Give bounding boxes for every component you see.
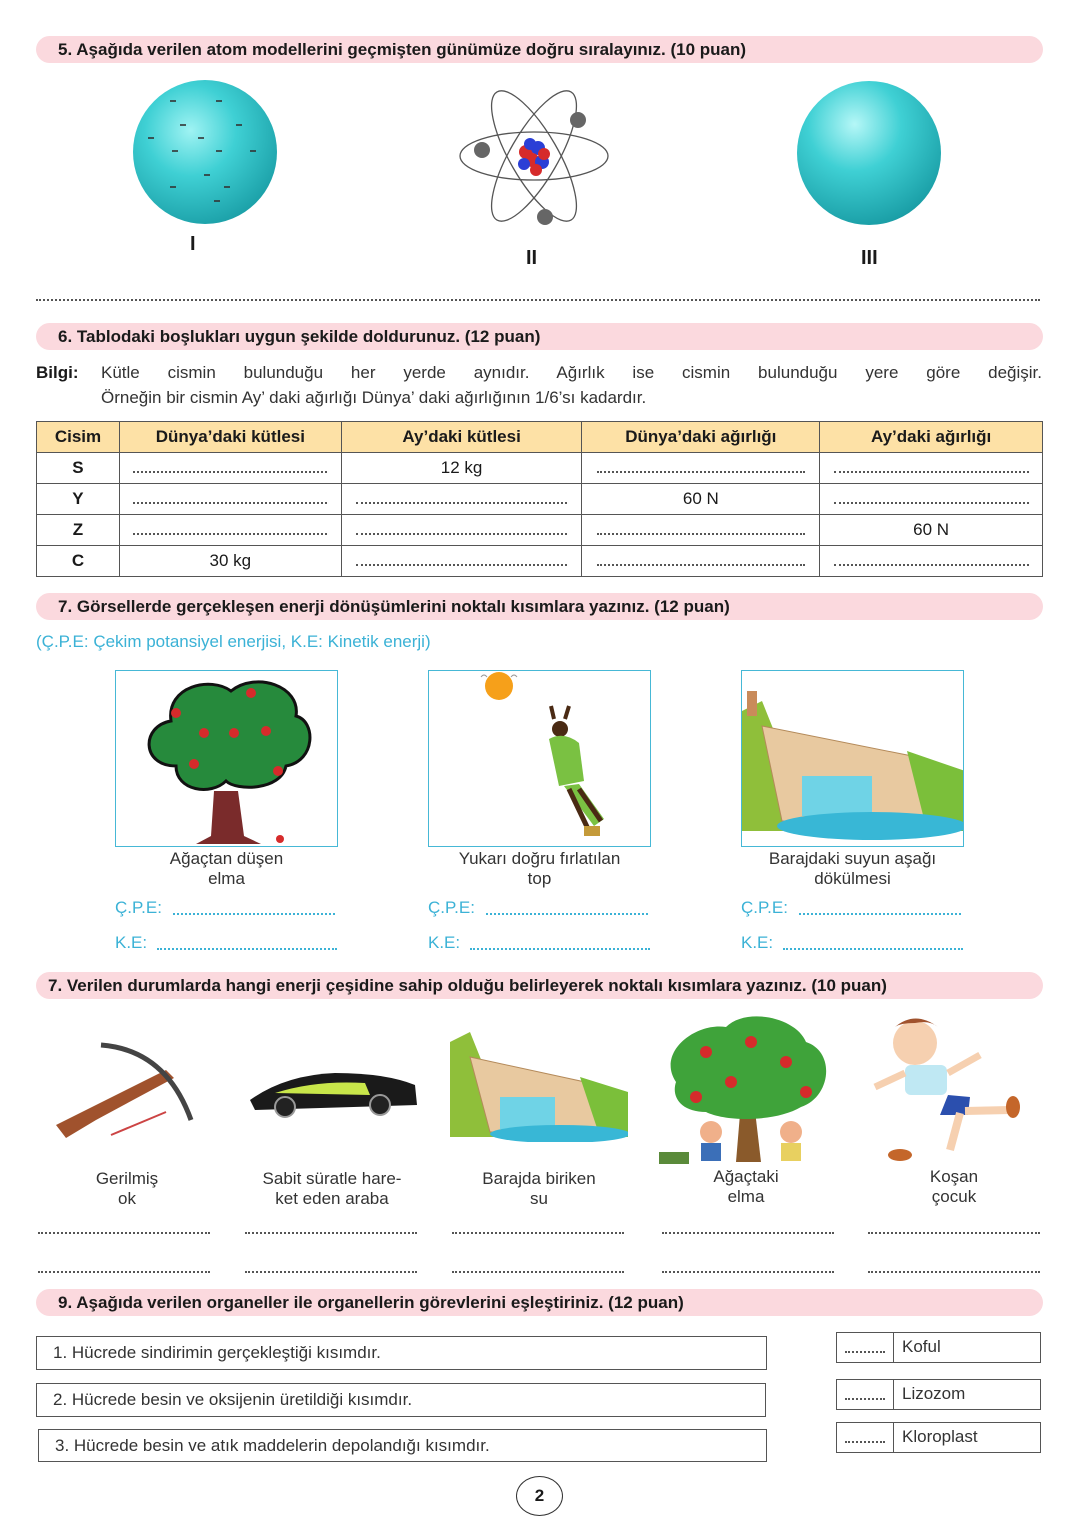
cpe-answer-1[interactable] <box>173 913 335 915</box>
thomson-atom-model-image <box>128 78 282 228</box>
blank-cell[interactable] <box>582 546 820 577</box>
crossbow-caption-1: Gerilmiş <box>95 1169 159 1188</box>
car-caption-2: ket eden araba <box>275 1189 389 1208</box>
answer-line[interactable] <box>868 1232 1040 1234</box>
organelle-name: Kloroplast <box>902 1427 978 1446</box>
q7a-title: 7. Görsellerde gerçekleşen enerji dönüşümlerini noktalı kısımlara yazınız. (12 puan) <box>36 593 1043 620</box>
ke-answer-3[interactable] <box>783 948 963 950</box>
ke-label: K.E: <box>115 933 148 952</box>
mass-weight-table <box>36 421 1043 577</box>
header-dunya-kutle: Dünya’daki kütlesi <box>119 422 341 453</box>
answer-line[interactable] <box>245 1271 417 1273</box>
ke-answer-1[interactable] <box>157 948 337 950</box>
cell-cisim: C <box>37 546 120 577</box>
dam-reservoir-image <box>450 1012 628 1142</box>
thrown-ball-figure <box>428 670 651 847</box>
blank-cell[interactable] <box>820 546 1043 577</box>
boy-caption-1: Koşan <box>929 1167 979 1186</box>
caption-dam-line1: Barajdaki suyun aşağı <box>768 849 937 868</box>
tree-caption-2: elma <box>727 1187 765 1206</box>
cell-value: 30 kg <box>119 546 341 577</box>
ke-label: K.E: <box>741 933 774 952</box>
cell-cisim: S <box>37 453 120 484</box>
match-blank[interactable] <box>837 1423 894 1452</box>
q5-title: 5. Aşağıda verilen atom modellerini geçmişten günümüze doğru sıralayınız. (10 puan) <box>36 36 1043 63</box>
table-row <box>37 453 1043 484</box>
info-line-2: Örneğin bir cismin Ay’ daki ağırlığı Dünya’ daki ağırlığının 1/6’sı kadardır. <box>101 388 647 407</box>
statement-3: 3. Hücrede besin ve atık maddelerin depolandığı kısımdır. <box>38 1429 767 1462</box>
cell-value: 60 N <box>582 484 820 515</box>
answer-line[interactable] <box>452 1271 624 1273</box>
caption-dam-line2: dökülmesi <box>814 869 891 888</box>
blank-cell[interactable] <box>341 484 582 515</box>
answer-line[interactable] <box>662 1271 834 1273</box>
running-boy-image <box>870 1015 1022 1165</box>
ke-label: K.E: <box>428 933 461 952</box>
blank-cell[interactable] <box>820 453 1043 484</box>
crossbow-image <box>56 1040 196 1140</box>
blank-cell[interactable] <box>341 546 582 577</box>
match-koful[interactable] <box>836 1332 1041 1363</box>
blank-cell[interactable] <box>341 515 582 546</box>
header-ay-agirlik: Ay’daki ağırlığı <box>820 422 1043 453</box>
dam-caption-2: su <box>530 1189 548 1208</box>
q5-answer-line[interactable] <box>36 299 1040 301</box>
answer-line[interactable] <box>38 1271 210 1273</box>
caption-ball-line1: Yukarı doğru fırlatılan <box>458 849 621 868</box>
car-caption-1: Sabit süratle hare- <box>262 1169 402 1188</box>
blank-cell[interactable] <box>820 484 1043 515</box>
caption-apple-line2: elma <box>208 869 245 888</box>
answer-line[interactable] <box>452 1232 624 1234</box>
answer-line[interactable] <box>38 1232 210 1234</box>
model-label-1: I <box>190 233 196 255</box>
answer-line[interactable] <box>868 1271 1040 1273</box>
falling-apple-figure <box>115 670 338 847</box>
sports-car-image <box>245 1065 420 1120</box>
table-row <box>37 515 1043 546</box>
q6-title: 6. Tablodaki boşlukları uygun şekilde doldurunuz. (12 puan) <box>36 323 1043 350</box>
header-ay-kutle: Ay’daki kütlesi <box>341 422 582 453</box>
statement-1: 1. Hücrede sindirimin gerçekleştiği kısımdır. <box>36 1336 767 1370</box>
cpe-answer-3[interactable] <box>799 913 961 915</box>
dam-water-figure <box>741 670 964 847</box>
info-label: Bilgi: <box>36 363 79 382</box>
crossbow-caption-2: ok <box>118 1189 136 1208</box>
cpe-answer-2[interactable] <box>486 913 648 915</box>
header-dunya-agirlik: Dünya’daki ağırlığı <box>582 422 820 453</box>
dalton-atom-model-image <box>794 80 944 230</box>
cpe-label: Ç.P.E: <box>741 898 788 917</box>
energy-legend: (Ç.P.E: Çekim potansiyel enerjisi, K.E: Kinetik enerji) <box>36 632 431 651</box>
header-cisim: Cisim <box>37 422 120 453</box>
match-blank[interactable] <box>837 1333 894 1362</box>
blank-cell[interactable] <box>582 453 820 484</box>
cell-value: 12 kg <box>341 453 582 484</box>
table-row <box>37 484 1043 515</box>
match-lizozom[interactable] <box>836 1379 1041 1410</box>
caption-apple-line1: Ağaçtan düşen <box>169 849 284 868</box>
blank-cell[interactable] <box>119 515 341 546</box>
match-kloroplast[interactable] <box>836 1422 1041 1453</box>
cpe-label: Ç.P.E: <box>115 898 162 917</box>
rutherford-atom-model-image <box>458 82 610 232</box>
cpe-label: Ç.P.E: <box>428 898 475 917</box>
match-blank[interactable] <box>837 1380 894 1409</box>
q7b-title: 7. Verilen durumlarda hangi enerji çeşidine sahip olduğu belirleyerek noktalı kısımlara yazınız. (10 puan) <box>36 972 1043 999</box>
blank-cell[interactable] <box>119 484 341 515</box>
info-line-1: Kütle cismin bulunduğu her yerde aynıdır. Ağırlık ise cismin bulunduğu yere göre değişir. <box>101 363 1042 382</box>
dam-caption-1: Barajda biriken <box>482 1169 596 1188</box>
answer-line[interactable] <box>662 1232 834 1234</box>
model-label-3: III <box>861 247 878 269</box>
ke-answer-2[interactable] <box>470 948 650 950</box>
caption-ball-line2: top <box>527 869 552 888</box>
organelle-name: Koful <box>902 1337 941 1356</box>
blank-cell[interactable] <box>119 453 341 484</box>
cell-cisim: Y <box>37 484 120 515</box>
q9-title: 9. Aşağıda verilen organeller ile organellerin görevlerini eşleştiriniz. (12 puan) <box>36 1289 1043 1316</box>
model-label-2: II <box>526 247 538 269</box>
page-number: 2 <box>516 1476 563 1516</box>
blank-cell[interactable] <box>582 515 820 546</box>
boy-caption-2: çocuk <box>931 1187 977 1206</box>
table-row <box>37 546 1043 577</box>
answer-line[interactable] <box>245 1232 417 1234</box>
organelle-name: Lizozom <box>902 1384 966 1403</box>
cell-value: 60 N <box>820 515 1043 546</box>
cell-cisim: Z <box>37 515 120 546</box>
apple-tree-image <box>656 1012 834 1167</box>
tree-caption-1: Ağaçtaki <box>713 1167 779 1186</box>
statement-2: 2. Hücrede besin ve oksijenin üretildiği kısımdır. <box>36 1383 766 1417</box>
